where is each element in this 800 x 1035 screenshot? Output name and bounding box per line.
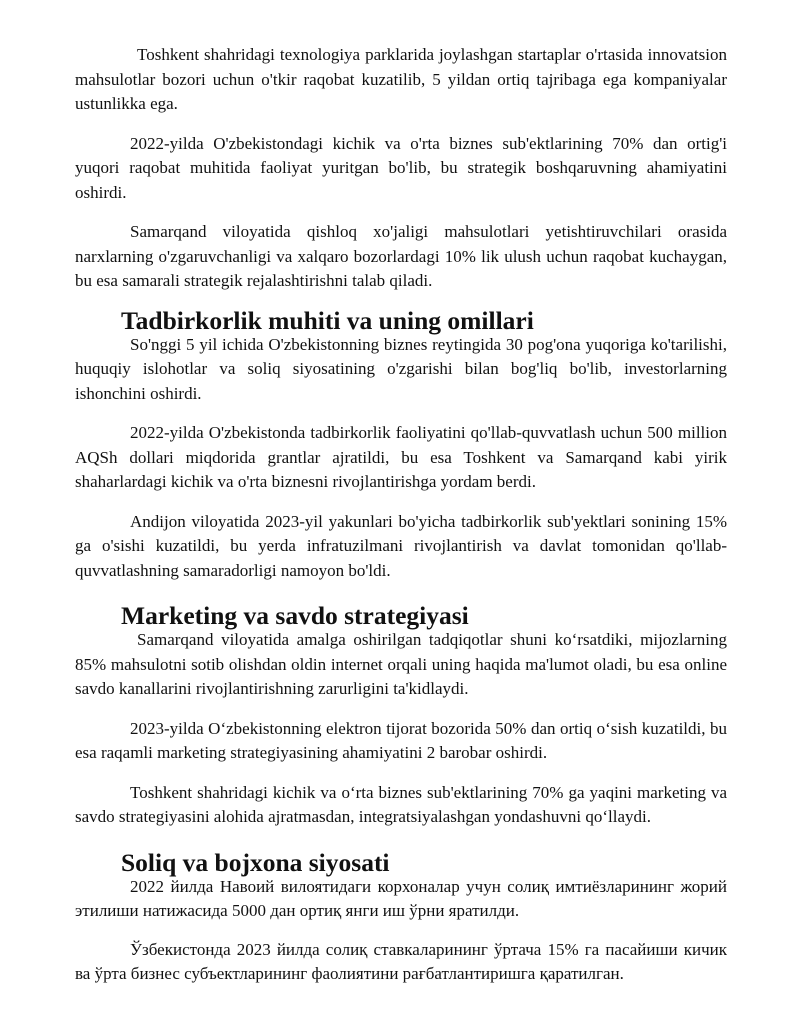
intro-paragraph-2: 2022-yilda O'zbekistondagi kichik va o'rta biznes sub'ektlarining 70% dan ortig'i yuqori raqobat muhitida faoliyat yuritgan bo'lib, bu strategik boshqaruvning ahamiyatini oshirdi. — [75, 133, 727, 202]
section-1-paragraph-2: 2022-yilda O'zbekistonda tadbirkorlik faoliyatini qo'llab-quvvatlash uchun 500 million AQSh dollari miqdorida grantlar ajratildi, bu esa Toshkent va Samarqand kabi yirik shaharlardagi kichik va o'rta biznesni rivojlantirishga yordam berdi. — [75, 423, 727, 491]
section-1-paragraph-1: So'nggi 5 yil ichida O'zbekistonning biznes reytingida 30 pog'ona yuqoriga ko'tarilishi, huquqiy islohotlar va soliq siyosatining o'zgarishi bilan bog'liq bo'lib, investorlarning ishonchini oshirdi. — [75, 334, 727, 403]
section-heading-marketing: Marketing va savdo strategiyasi — [121, 601, 469, 630]
document-body — [75, 43, 727, 1002]
section-2-paragraph-3: Toshkent shahridagi kichik va o‘rta biznes sub'ektlarining 70% ga yaqini marketing va savdo strategiyasini alohida ajratmasdan, integratsiyalashgan yondashuvni qo‘llaydi. — [75, 782, 727, 826]
intro-paragraph-3: Samarqand viloyatida qishloq xo'jaligi mahsulotlari yetishtiruvchilari orasida narxlarning o'zgaruvchanligi va xalqaro bozorlardagi 10% lik ulush uchun raqobat kuchaygan, bu esa samarali strategik rejalashtirishni talab qiladi. — [75, 222, 727, 290]
section-1-paragraph-3: Andijon viloyatida 2023-yil yakunlari bo'yicha tadbirkorlik sub'yektlari sonining 15% ga o'sishi kuzatildi, bu yerda infratuzilmani rivojlantirish va davlat tomonidan qo'llab-quvvatlashning samaradorligi namoyon bo'ldi. — [75, 511, 727, 580]
section-2-paragraph-2: 2023-yilda O‘zbekistonning elektron tijorat bozorida 50% dan ortiq o‘sish kuzatildi, bu esa raqamli marketing strategiyasining ahamiyatini 2 barobar oshirdi. — [75, 718, 727, 762]
section-heading-tax-customs: Soliq va bojxona siyosati — [121, 847, 390, 877]
section-3-paragraph-1: 2022 йилда Навоий вилоятидаги корхоналар учун солиқ имтиёзларининг жорий этилиши натижасида 5000 дан ортиқ янги иш ўрни яратилди. — [75, 876, 727, 920]
intro-paragraph-1: Toshkent shahridagi texnologiya parklarida joylashgan startaplar o'rtasida innovatsion mahsulotlar bozori uchun o'tkir raqobat kuzatilib, 5 yildan ortiq tajribaga ega kompaniyalar ustunlikka ega. — [75, 45, 727, 113]
section-2-paragraph-1: Samarqand viloyatida amalga oshirilgan tadqiqotlar shuni ko‘rsatdiki, mijozlarning 85% mahsulotni sotib olishdan oldin internet orqali uning haqida ma'lumot oladi, bu esa online savdo kanallarini rivojlantirishning zarurligini ta'kidlaydi. — [75, 630, 727, 698]
section-heading-business-environment: Tadbirkorlik muhiti va uning omillari — [121, 305, 534, 335]
section-3-paragraph-2: Ўзбекистонда 2023 йилда солиқ ставкаларининг ўртача 15% га пасайиши кичик ва ўрта бизнес субъектларининг фаолиятини рағбатлантиришга қаратилган. — [75, 939, 727, 983]
